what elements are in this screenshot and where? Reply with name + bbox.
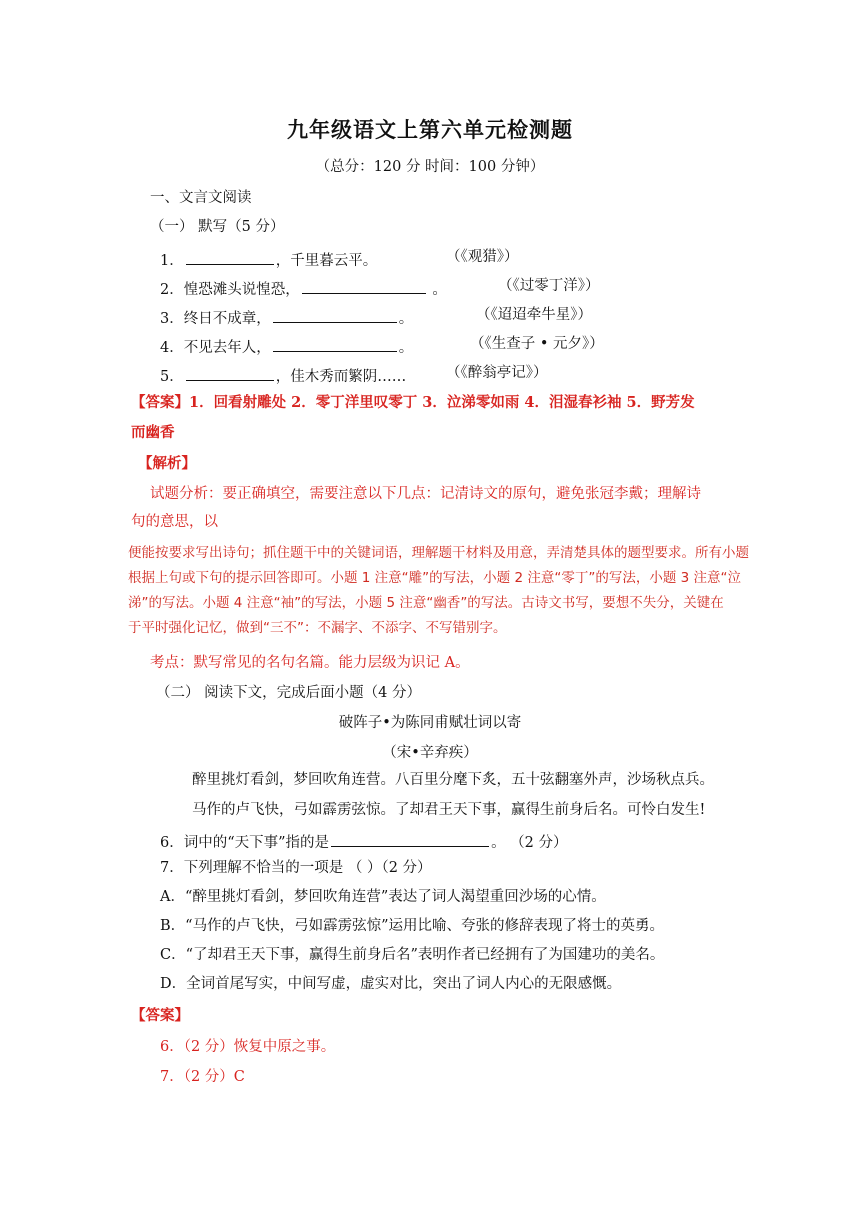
question-6	[160, 832, 568, 851]
poem-author: （宋•辛弃疾）	[382, 745, 478, 761]
analysis-line-1: 试题分析：要正确填空，需要注意以下几点：记清诗文的原句，避免张冠李戴；理解诗	[150, 486, 701, 502]
option-b: B．“马作的卢飞快，弓如霹雳弦惊”运用比喻、夸张的修辞表现了将士的英勇。	[160, 918, 664, 934]
part-2-heading: （二） 阅读下文，完成后面小题（4 分）	[156, 685, 421, 701]
analysis-scan-line-2: 根据上句或下句的提示回答即可。小题 1 注意“雕”的写法，小题 2 注意“零丁”的写法，小题 3 注意“泣	[128, 570, 741, 586]
answer-tag: 【答案】	[131, 394, 189, 411]
question-5	[160, 366, 406, 385]
question-2	[160, 279, 447, 298]
analysis-scan-line-4: 于平时强化记忆，做到“三不”：不漏字、不添字、不写错别字。	[128, 620, 507, 636]
answer-blank	[331, 832, 489, 847]
question-3-text: 。	[398, 311, 414, 327]
poem-line-2: 马作的卢飞快，弓如霹雳弦惊。了却君王天下事，赢得生前身后名。可怜白发生!	[192, 802, 706, 818]
question-4-source: （《生查子 • 元夕》）	[470, 336, 604, 352]
option-c: C．“了却君王天下事，赢得生前身后名”表明作者已经拥有了为国建功的美名。	[160, 947, 665, 963]
analysis-scan-line-1: 便能按要求写出诗句；抓住题干中的关键词语，理解题干材料及用意，弄清楚具体的题型要求。所有小题	[128, 545, 749, 561]
question-6-points: 。 （2 分）	[491, 835, 568, 851]
analysis-line-2: 句的意思，以	[131, 514, 218, 530]
option-a: A．“醉里挑灯看剑，梦回吹角连营”表达了词人渴望重回沙场的心情。	[160, 889, 606, 905]
answer-blank	[186, 366, 274, 381]
question-2-prefix: 2．惶恐滩头说惶恐，	[160, 282, 300, 298]
question-4	[160, 337, 413, 356]
question-2-text: 。	[432, 282, 447, 298]
answer-blank	[186, 250, 274, 265]
question-5-prefix: 5．	[160, 369, 184, 385]
question-1	[160, 250, 377, 269]
question-4-text: 。	[398, 340, 414, 356]
score-time-info: （总分：120 分 时间：100 分钟）	[315, 159, 545, 175]
document-title: 九年级语文上第六单元检测题	[287, 117, 573, 142]
analysis-tag: 【解析】	[138, 455, 196, 472]
answer-blank	[302, 279, 426, 294]
question-1-text: ，千里暮云平。	[275, 253, 378, 269]
answer-q7: 7．（2 分）C	[160, 1069, 245, 1085]
question-5-source: （《醉翁亭记》）	[446, 365, 548, 381]
question-3	[160, 308, 413, 327]
answer-line-2: 而幽香	[131, 424, 175, 441]
section-heading: 一、文言文阅读	[150, 190, 252, 206]
question-3-source: （《迢迢牵牛星》）	[476, 307, 592, 323]
answer-text: 1．回看射雕处 2．零丁洋里叹零丁 3．泣涕零如雨 4．泪湿春衫袖 5．野芳发	[189, 394, 695, 411]
question-5-text: ，佳木秀而繁阴……	[275, 369, 407, 385]
question-3-prefix: 3．终日不成章，	[160, 311, 271, 327]
question-4-prefix: 4．不见去年人，	[160, 340, 271, 356]
question-7: 7．下列理解不恰当的一项是 （ ）（2 分）	[160, 860, 432, 876]
option-d: D．全词首尾写实，中间写虚，虚实对比，突出了词人内心的无限感慨。	[160, 976, 622, 992]
question-1-prefix: 1．	[160, 253, 184, 269]
analysis-scan-line-3: 涕”的写法。小题 4 注意“袖”的写法，小题 5 注意“幽香”的写法。古诗文书写，要想不失分，关键在	[128, 595, 724, 611]
poem-line-1: 醉里挑灯看剑，梦回吹角连营。八百里分麾下炙，五十弦翻塞外声，沙场秋点兵。	[192, 772, 714, 788]
question-1-source: （《观猎》）	[446, 249, 519, 265]
part-heading: （一） 默写（5 分）	[150, 219, 285, 235]
kaodian-note: 考点：默写常见的名句名篇。能力层级为识记 A。	[150, 655, 470, 671]
question-2-source: （《过零丁洋》）	[498, 278, 600, 294]
answer-q6: 6．（2 分）恢复中原之事。	[160, 1039, 336, 1055]
answer-blank	[273, 337, 397, 352]
answer-blank	[273, 308, 397, 323]
poem-title: 破阵子•为陈同甫赋壮词以寄	[338, 715, 522, 731]
answer-line-1	[131, 396, 695, 411]
answer-2-tag: 【答案】	[131, 1007, 189, 1024]
question-6-text: 6．词中的“天下事”指的是	[160, 835, 330, 851]
